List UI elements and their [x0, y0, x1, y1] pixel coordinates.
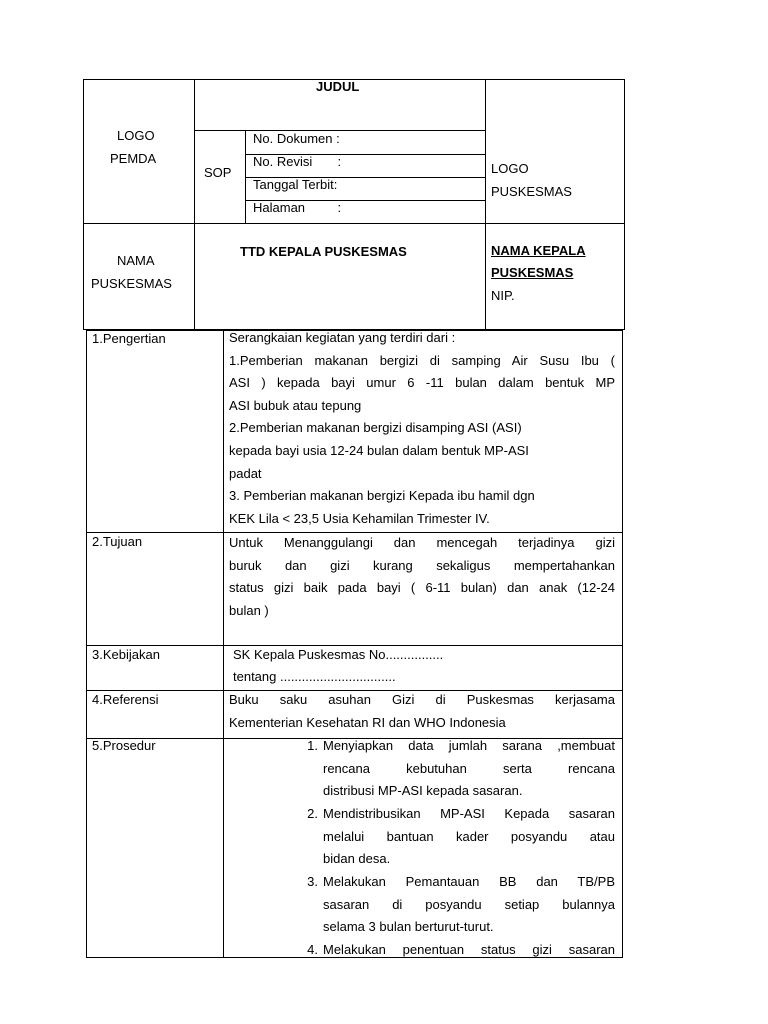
step-line: Mendistribusikan MP-ASI Kepada sasaran: [323, 806, 615, 821]
step-line: selama 3 bulan berturut-turut.: [323, 919, 494, 935]
content-border-left: [86, 330, 87, 958]
pengertian-line: ASI ) kepada bayi umur 6 -11 bulan dalam bentuk MP: [229, 375, 615, 391]
step-line: distribusi MP-ASI kepada sasaran.: [323, 783, 523, 799]
pengertian-line: kepada bayi usia 12-24 bulan dalam bentuk MP-ASI: [229, 442, 529, 458]
kebijakan-line-1: SK Kepala Puskesmas No................: [233, 647, 444, 662]
logo-pemda-line-2: PEMDA: [110, 151, 157, 166]
referensi-line: Buku saku asuhan Gizi di Puskesmas kerjasama: [229, 692, 615, 707]
step-line: Menyiapkan data jumlah sarana ,membuat: [323, 738, 615, 753]
kebijakan-line-2: tentang ................................: [233, 669, 396, 684]
nip-label: NIP.: [491, 288, 515, 303]
tujuan-line: buruk dan gizi kurang sekaligus mempertahankan: [229, 557, 615, 573]
tujuan-text: [229, 532, 615, 622]
pengertian-line: 3. Pemberian makanan bergizi Kepada ibu hamil dgn: [229, 488, 535, 504]
label-pengertian: 1.Pengertian: [92, 331, 166, 346]
pengertian-line: 1.Pemberian makanan bergizi di samping Air Susu Ibu (: [229, 352, 615, 368]
referensi-line: Kementerian Kesehatan RI dan WHO Indonesia: [229, 714, 506, 730]
tujuan-line: Untuk Menanggulangi dan mencegah terjadinya gizi: [229, 535, 615, 550]
logo-puskesmas-line-1: LOGO: [491, 161, 529, 176]
pengertian-line: KEK Lila < 23,5 Usia Kehamilan Trimester IV.: [229, 510, 490, 526]
label-kebijakan: 3.Kebijakan: [92, 647, 160, 662]
logo-puskesmas-line-2: PUSKESMAS: [491, 184, 572, 199]
step-line: bidan desa.: [323, 851, 391, 867]
label-prosedur: 5.Prosedur: [92, 738, 156, 753]
step-number: 4.: [307, 942, 318, 957]
tujuan-line: status gizi baik pada bayi ( 6-11 bulan) dan anak (12-24: [229, 580, 615, 596]
step-line: Melakukan penentuan status gizi sasaran: [323, 942, 615, 957]
field-halaman: Halaman :: [253, 200, 342, 215]
label-tujuan: 2.Tujuan: [92, 534, 143, 549]
content-border-right: [622, 330, 623, 958]
header-divider-col2: [485, 79, 486, 330]
judul-title: JUDUL: [316, 79, 360, 94]
nama-puskesmas-line-2: PUSKESMAS: [91, 276, 172, 291]
nama-kepala-line-2: PUSKESMAS: [491, 265, 574, 280]
content-label-divider: [223, 330, 224, 958]
pengertian-line: 2.Pemberian makanan bergizi disamping ASI (ASI): [229, 420, 522, 436]
step-number: 1.: [307, 738, 318, 753]
pengertian-line: padat: [229, 465, 262, 481]
tujuan-line: bulan ): [229, 602, 269, 618]
step-line: rencana kebutuhan serta rencana: [323, 760, 615, 776]
step-number: 2.: [307, 806, 318, 821]
nama-kepala-line-1: NAMA KEPALA: [491, 243, 586, 258]
header-border-right: [624, 79, 625, 330]
sop-label: SOP: [204, 165, 232, 180]
pengertian-line: ASI bubuk atau tepung: [229, 397, 362, 413]
step-line: sasaran di posyandu setiap bulannya: [323, 896, 615, 912]
field-tanggal-terbit: Tanggal Terbit:: [253, 177, 338, 192]
field-no-dokumen: No. Dokumen :: [253, 131, 340, 146]
step-line: melalui bantuan kader posyandu atau: [323, 828, 615, 844]
header-border-left: [83, 79, 84, 330]
step-line: Melakukan Pemantauan BB dan TB/PB: [323, 874, 615, 889]
ttd-kepala-puskesmas: TTD KEPALA PUSKESMAS: [240, 244, 407, 259]
logo-pemda-line-1: LOGO: [117, 128, 155, 143]
step-number: 3.: [307, 874, 318, 889]
pengertian-line: Serangkaian kegiatan yang terdiri dari :: [229, 330, 456, 345]
field-no-revisi: No. Revisi :: [253, 154, 342, 169]
referensi-text: [229, 689, 615, 734]
pengertian-text: [229, 327, 615, 530]
label-referensi: 4.Referensi: [92, 692, 159, 707]
nama-puskesmas-line-1: NAMA: [117, 253, 155, 268]
header-divider-row: [83, 223, 625, 224]
header-divider-col1: [194, 79, 195, 330]
